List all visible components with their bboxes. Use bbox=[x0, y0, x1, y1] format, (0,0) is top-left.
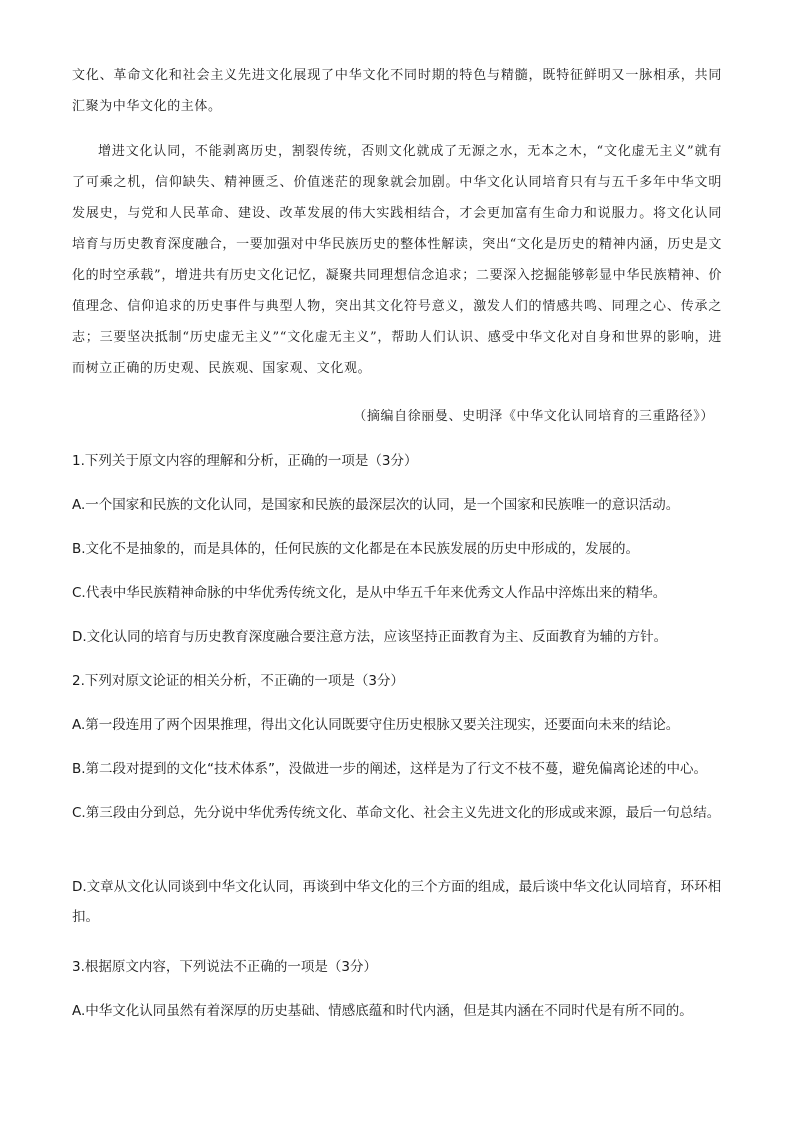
option-b: B.第二段对提到的文化“技术体系”，没做进一步的阐述，这样是为了行文不枝不蔓，避免偏离论述的中心。 bbox=[72, 761, 708, 777]
paragraph-text: 文化、革命文化和社会主义先进文化展现了中华文化不同时期的特色与精髓，既特征鲜明又一脉相承，共同汇聚为中华文化的主体。 bbox=[72, 68, 722, 114]
option-a: A.中华文化认同虽然有着深厚的历史基础、情感底蕴和时代内涵，但是其内涵在不同时代是有所不同的。 bbox=[72, 1003, 693, 1019]
passage-paragraph-2 bbox=[72, 136, 722, 384]
option-c: C.代表中华民族精神命脉的中华优秀传统文化，是从中华五千年来优秀文人作品中淬炼出来的精华。 bbox=[72, 585, 667, 601]
paragraph-text: 增进文化认同，不能剥离历史，割裂传统，否则文化就成了无源之水，无本之木，“文化虚无主义”就有了可乘之机，信仰缺失、精神匮乏、价值迷茫的现象就会加剧。中华文化认同培育只有与五千多年中华文明发展史，与党和人民革命、建设、改革发展的伟大实践相结合，才会更加富有生命力和说服力。将文化认同培育与历史教育深度融合，一要加强对中华民族历史的整体性解读，突出“文化是历史的精神内涵，历史是文化的时空承载”，增进共有历史文化记忆，凝聚共同理想信念追求；二要深入挖掘能够彰显中华民族精神、价值理念、信仰追求的历史事件与典型人物，突出其文化符号意义，激发人们的情感共鸣、同理之心、传承之志；三要坚决抵制“历史虚无主义”“文化虚无主义”，帮助人们认识、感受中华文化对自身和世界的影响，进而树立正确的历史观、民族观、国家观、文化观。 bbox=[72, 144, 722, 376]
option-a: A.一个国家和民族的文化认同，是国家和民族的最深层次的认同，是一个国家和民族唯一的意识活动。 bbox=[72, 497, 680, 513]
question-stem: 3.根据原文内容，下列说法不正确的一项是（3分） bbox=[72, 959, 377, 975]
option-d: D.文章从文化认同谈到中华文化认同，再谈到中华文化的三个方面的组成，最后谈中华文化认同培育，环环相扣。 bbox=[72, 879, 722, 925]
question-stem: 2.下列对原文论证的相关分析，不正确的一项是（3分） bbox=[72, 673, 404, 689]
option-a: A.第一段连用了两个因果推理，得出文化认同既要守住历史根脉又要关注现实，还要面向未来的结论。 bbox=[72, 717, 680, 733]
passage-paragraph-1 bbox=[72, 60, 722, 122]
option-c: C.第三段由分到总，先分说中华优秀传统文化、革命文化、社会主义先进文化的形成或来源，最后一句总结。 bbox=[72, 805, 721, 821]
source-citation: （摘编自徐丽曼、史明泽《中华文化认同培育的三重路径》） bbox=[353, 409, 714, 424]
option-d: D.文化认同的培育与历史教育深度融合要注意方法，应该坚持正面教育为主、反面教育为辅的方针。 bbox=[72, 629, 668, 645]
question-stem: 1.下列关于原文内容的理解和分析，正确的一项是（3分） bbox=[72, 453, 418, 469]
option-b: B.文化不是抽象的，而是具体的，任何民族的文化都是在本民族发展的历史中形成的，发展的。 bbox=[72, 541, 640, 557]
